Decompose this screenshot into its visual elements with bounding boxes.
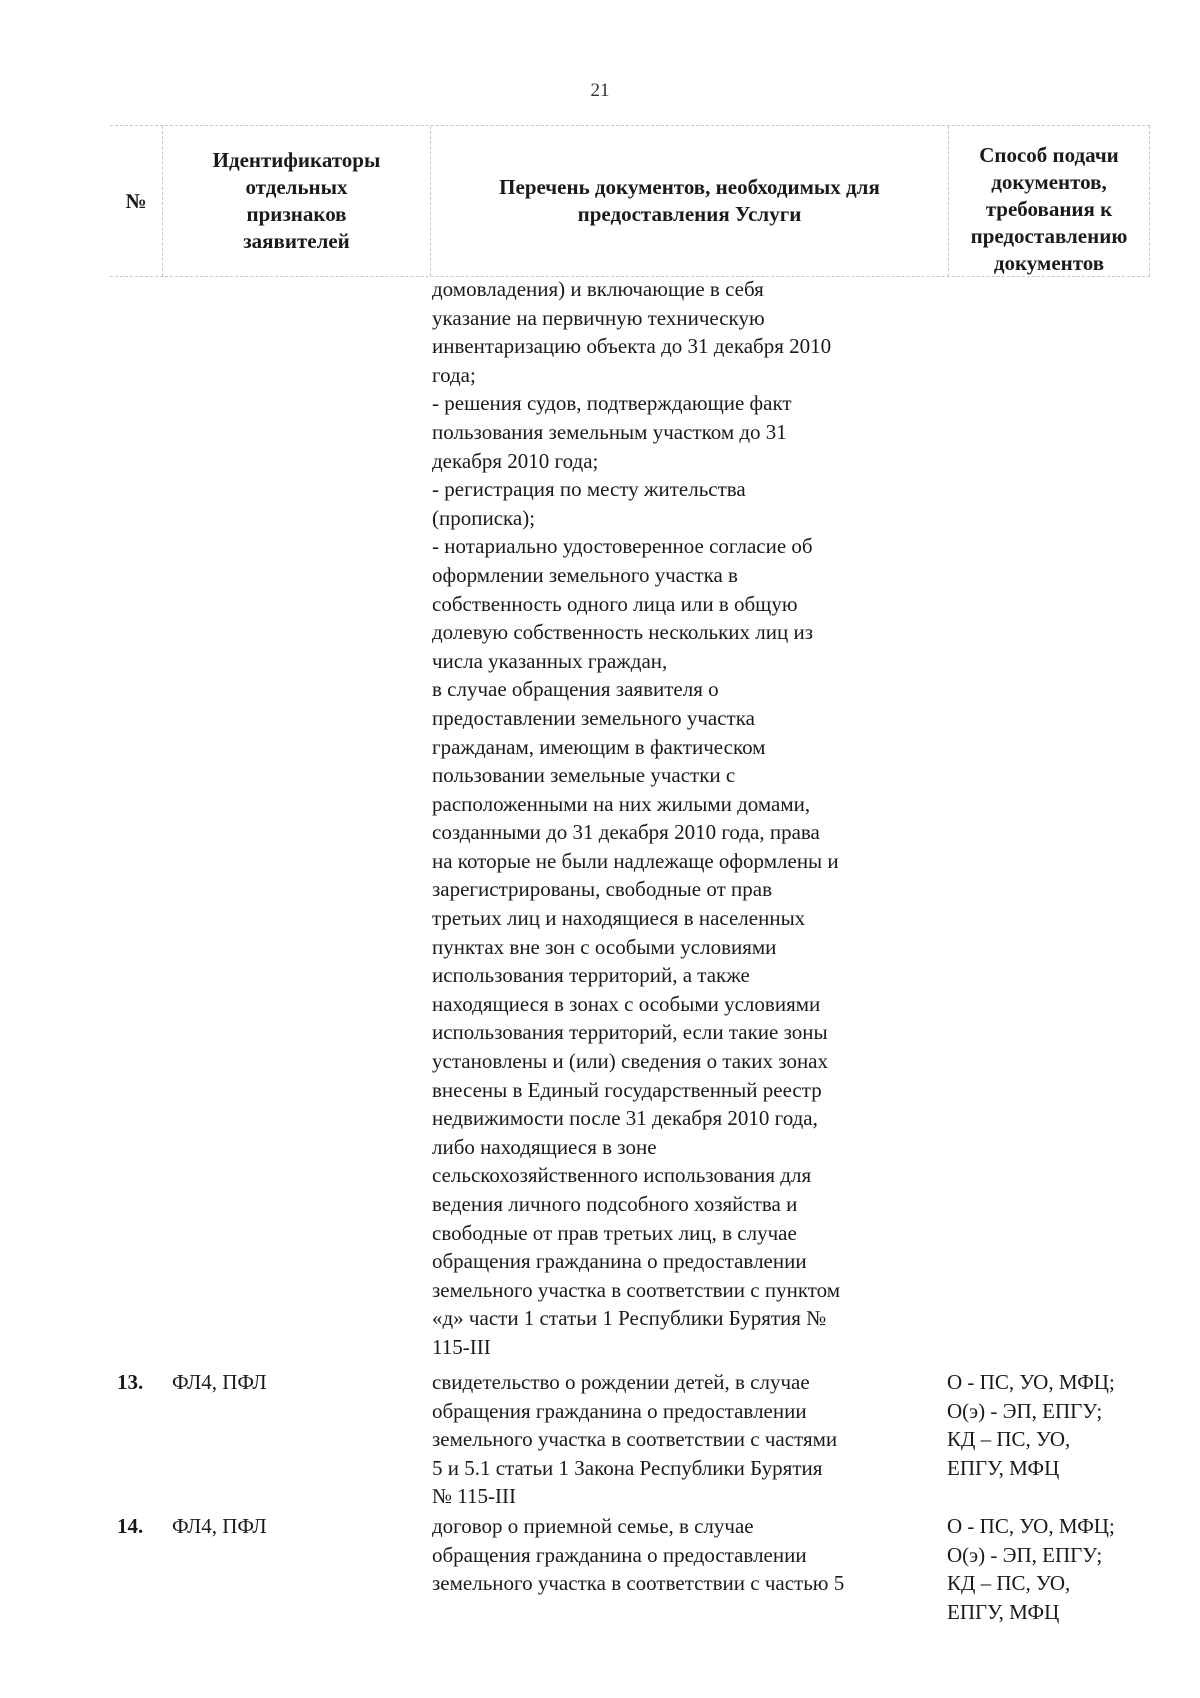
table-header: [110, 125, 1150, 277]
header-identifiers: [162, 126, 430, 276]
row-13-documents: свидетельство о рождении детей, в случае обращения гражданина о предоставлении земельного участка в соответствии с частями 5 и 5.1 статьи 1 Закона Республики Бурятия № 115-III: [432, 1370, 838, 1509]
header-method-line: документов,: [991, 169, 1107, 194]
header-method-line: предоставлению: [970, 223, 1128, 248]
row-13-number: 13.: [117, 1370, 144, 1394]
row-14-method: О - ПС, УО, МФЦ; О(э) - ЭП, ЕПГУ; КД – ПС, УО, ЕПГУ, МФЦ: [947, 1514, 1115, 1624]
page-number: 21: [590, 80, 610, 101]
header-identifiers-line: Идентификаторы: [212, 148, 381, 172]
row-14-documents: договор о приемной семье, в случае обращения гражданина о предоставлении земельного участка в соответствии с частью 5: [432, 1514, 845, 1596]
header-method-line: Способ подачи: [979, 142, 1119, 167]
header-identifiers-line: отдельных: [245, 175, 348, 199]
row-14-identifiers: ФЛ4, ПФЛ: [172, 1514, 267, 1538]
header-method-line: требования к: [985, 196, 1113, 221]
row-13-method: О - ПС, УО, МФЦ; О(э) - ЭП, ЕПГУ; КД – ПС, УО, ЕПГУ, МФЦ: [947, 1370, 1115, 1480]
row-13-identifiers: ФЛ4, ПФЛ: [172, 1370, 267, 1394]
header-number-label: №: [125, 188, 147, 213]
header-method: [948, 126, 1150, 276]
header-identifiers-line: заявителей: [243, 229, 350, 253]
documents-continuation: домовладения) и включающие в себя указание на первичную техническую инвентаризацию объекта до 31 декабря 2010 года; - решения судов, подтверждающие факт пользования земельным участком до 31 декабря 2010 года; - регистрация по месту жительства (прописка); - нотариально удостоверенное согласие об оформлении земельного участка в собственность одного лица или в общую долевую собственность нескольких лиц из числа указанных граждан, в случае обращения заявителя о предоставлении земельного участка гражданам, имеющим в фактическом пользовании земельные участки с расположенными на них жилыми домами, созданными до 31 декабря 2010 года, права на которые не были надлежаще оформлены и зарегистрированы, свободные от прав третьих лиц и находящиеся в населенных пунктах вне зон с особыми условиями использования территорий, а также находящиеся в зонах с особыми условиями использования территорий, если такие зоны установлены и (или) сведения о таких зонах внесены в Единый государственный реестр недвижимости после 31 декабря 2010 года, либо находящиеся в зоне сельскохозяйственного использования для ведения личного подсобного хозяйства и свободные от прав третьих лиц, в случае обращения гражданина о предоставлении земельного участка в соответствии с пунктом «д» части 1 статьи 1 Республики Бурятия № 115-III: [432, 277, 841, 1359]
row-14-number: 14.: [117, 1514, 144, 1538]
header-identifiers-line: признаков: [246, 202, 347, 226]
header-documents: [430, 126, 948, 276]
header-number: [110, 126, 162, 276]
header-documents-line: предоставления Услуги: [577, 202, 802, 226]
header-method-line: документов: [993, 250, 1105, 275]
header-documents-line: Перечень документов, необходимых для: [499, 175, 880, 199]
